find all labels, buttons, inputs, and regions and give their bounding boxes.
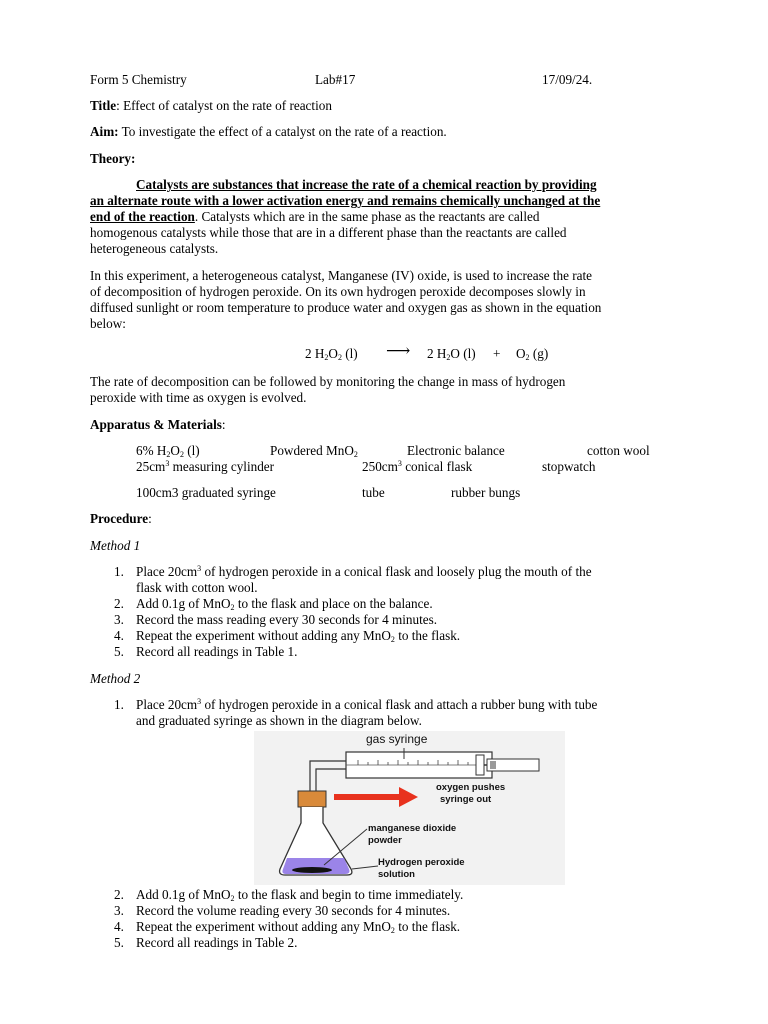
material-h2o2: 6% $H_2O_2$ (l) xyxy=(136,443,200,459)
theory-definition-line2: an alternate route with a lower activation energy and remains chemically unchanged at the xyxy=(90,193,601,208)
label-powder: powder xyxy=(368,835,402,846)
lab-number: Lab#17 xyxy=(315,72,356,87)
course-name: Form 5 Chemistry xyxy=(90,72,187,87)
syringe-plunger xyxy=(476,755,484,775)
material-tube: tube xyxy=(362,485,385,500)
theory-line5: heterogeneous catalysts. xyxy=(90,241,219,256)
title-line: Title: Effect of catalyst on the rate of reaction xyxy=(90,98,332,113)
list-item: Record all readings in Table 1. xyxy=(136,644,298,659)
apparatus-heading: Apparatus & Materials: xyxy=(90,417,226,432)
theory-definition-line1: Catalysts are substances that increase the rate of a chemical reaction by providing xyxy=(136,177,597,192)
list-item: Place $20cm^3$ of hydrogen peroxide in a conical flask and attach a rubber bung with tube xyxy=(136,697,598,712)
theory-definition-line3: end of the reaction. Catalysts which are in the same phase as the reactants are called xyxy=(90,209,540,224)
theory-heading: Theory: xyxy=(90,151,136,166)
list-item: Place $20cm^3$ of hydrogen peroxide in a conical flask and loosely plug the mouth of the xyxy=(136,564,592,579)
theory-p2-line1: In this experiment, a heterogeneous catalyst, Manganese (IV) oxide, is used to increase the rate xyxy=(90,268,593,283)
list-item: Add 0.1g of MnO$_2$ to the flask and begin to time immediately. xyxy=(136,887,464,903)
label-gas-syringe: gas syringe xyxy=(366,732,428,746)
label-oxygen-pushes: oxygen pushes xyxy=(436,782,506,793)
label-syringe-out: syringe out xyxy=(440,794,492,805)
lab-date: 17/09/24. xyxy=(542,72,593,87)
theory-p3-line1: The rate of decomposition can be followed by monitoring the change in mass of hydrogen xyxy=(90,374,566,389)
list-item: Record the mass reading every 30 seconds for 4 minutes. xyxy=(136,612,438,627)
list-item: Record the volume reading every 30 seconds for 4 minutes. xyxy=(136,903,451,918)
reaction-arrow: ⟶ xyxy=(386,341,411,360)
theory-p3-line2: peroxide with time as oxygen is evolved. xyxy=(90,390,307,405)
apparatus-diagram xyxy=(254,731,565,885)
material-mno2: Powdered MnO$_2$ xyxy=(270,443,358,459)
theory-line4: homogenous catalysts while those that are in a different phase than the reactants are called xyxy=(90,225,567,240)
material-measuring-cylinder: $25cm^3$ measuring cylinder xyxy=(136,459,275,474)
label-solution: solution xyxy=(378,869,415,880)
rubber-bung xyxy=(298,791,326,807)
procedure-heading: Procedure: xyxy=(90,511,152,526)
label-hydrogen-peroxide: Hydrogen peroxide xyxy=(378,857,465,868)
material-conical-flask: $250cm^3$ conical flask xyxy=(362,459,473,474)
label-mno2: manganese dioxide xyxy=(368,823,457,834)
list-item: Add 0.1g of MnO$_2$ to the flask and place on the balance. xyxy=(136,596,433,612)
material-syringe: 100cm3 graduated syringe xyxy=(136,485,276,500)
method2-title: Method 2 xyxy=(90,671,141,686)
theory-p2-line3: diffused sunlight or room temperature to produce water and oxygen gas as shown in the equation xyxy=(90,300,602,315)
material-stopwatch: stopwatch xyxy=(542,459,596,474)
material-cotton-wool: cotton wool xyxy=(587,443,650,458)
list-item: Repeat the experiment without adding any MnO$_2$ to the flask. xyxy=(136,628,461,644)
theory-p2-line2: of decomposition of hydrogen peroxide. On its own hydrogen peroxide decomposes slowly in xyxy=(90,284,586,299)
list-item: Repeat the experiment without adding any MnO$_2$ to the flask. xyxy=(136,919,461,935)
theory-p2-line4: below: xyxy=(90,316,126,331)
method1-title: Method 1 xyxy=(90,538,141,553)
aim-line: Aim: To investigate the effect of a catalyst on the rate of a reaction. xyxy=(90,124,447,139)
list-item: Record all readings in Table 2. xyxy=(136,935,298,950)
mno2-powder xyxy=(292,867,332,873)
material-balance: Electronic balance xyxy=(407,443,505,458)
material-rubber-bungs: rubber bungs xyxy=(451,485,521,500)
